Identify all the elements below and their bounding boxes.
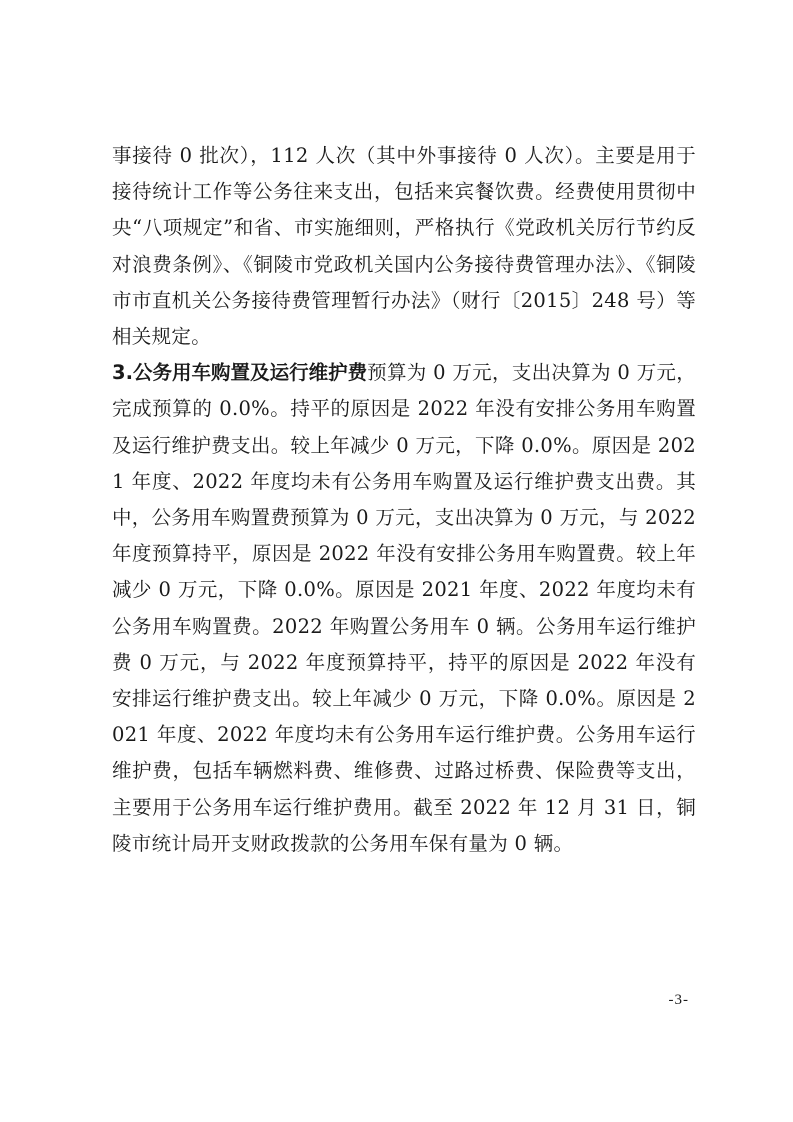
section-heading: 3.公务用车购置及运行维护费 — [112, 361, 368, 385]
document-body — [112, 138, 696, 862]
page-number: -3- — [668, 992, 689, 1008]
paragraph-text: 预算为 0 万元，支出决算为 0 万元，完成预算的 0.0%。持平的原因是 2022 年没有安排公务用车购置及运行维护费支出。较上年减少 0 万元，下降 0.0%。原因是 2021 年度、2022 年度均未有公务用车购置及运行维护费支出费。其中，公务用车购置费预算为 0 万元，支出决算为 0 万元，与 2022 年度预算持平，原因是 2022 年没有安排公务用车购置费。较上年减少 0 万元，下降 0.0%。原因是 2021 年度、2022 年度均未有公务用车购置费。2022 年购置公务用车 0 辆。公务用车运行维护费 0 万元，与 2022 年度预算持平，持平的原因是 2022 年没有安排运行维护费支出。较上年减少 0 万元，下降 0.0%。原因是 2021 年度、2022 年度均未有公务用车运行维护费。公务用车运行维护费，包括车辆燃料费、维修费、过路过桥费、保险费等支出，主要用于公务用车运行维护费用。截至 2022 年 12 月 31 日，铜陵市统计局开支财政拨款的公务用车保有量为 0 辆。 — [112, 361, 696, 855]
paragraph-text: 事接待 0 批次），112 人次（其中外事接待 0 人次）。主要是用于接待统计工作等公务往来支出，包括来宾餐饮费。经费使用贯彻中央“八项规定”和省、市实施细则，严格执行《党政机关厉行节约反对浪费条例》、《铜陵市党政机关国内公务接待费管理办法》、《铜陵市市直机关公务接待费管理暂行办法》（财行〔2015〕248 号）等相关规定。 — [112, 144, 696, 349]
paragraph-reception-expenses — [112, 138, 696, 355]
paragraph-official-vehicle-expenses — [112, 355, 696, 862]
